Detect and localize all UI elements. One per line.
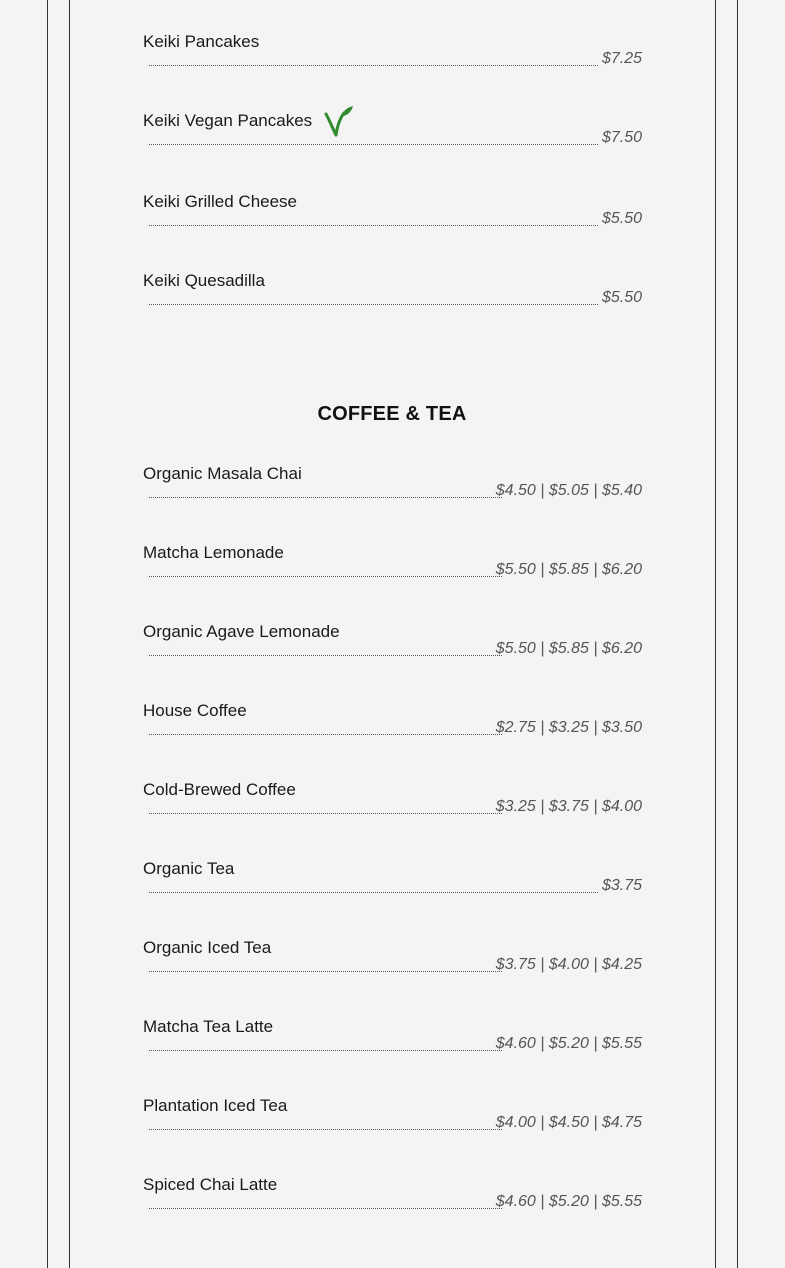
item-name: House Coffee: [143, 701, 247, 720]
dot-leader: [149, 304, 598, 305]
item-price: $2.75 | $3.25 | $3.50: [495, 719, 642, 736]
menu-item-keiki-quesadilla: [143, 271, 642, 331]
vegan-leaf-icon: [323, 105, 355, 139]
menu-item-organic-masala-chai: [143, 464, 642, 524]
item-name: Plantation Iced Tea: [143, 1096, 288, 1115]
dot-leader: [149, 1129, 502, 1130]
item-price: $7.50: [601, 129, 642, 146]
item-name: Organic Agave Lemonade: [143, 622, 340, 641]
menu-item-matcha-lemonade: [143, 543, 642, 603]
item-name: Organic Tea: [143, 859, 235, 878]
menu-item-cold-brewed-coffee: [143, 780, 642, 840]
section-title-coffee-tea: COFFEE & TEA: [317, 403, 467, 425]
dot-leader: [149, 1208, 502, 1209]
dot-leader: [149, 497, 502, 498]
dot-leader: [149, 576, 502, 577]
dot-leader: [149, 655, 502, 656]
dot-leader: [149, 144, 598, 145]
item-price: $7.25: [601, 50, 642, 67]
menu-item-plantation-iced-tea: [143, 1096, 642, 1156]
item-price: $4.00 | $4.50 | $4.75: [495, 1114, 642, 1131]
item-price: $5.50: [601, 210, 642, 227]
dot-leader: [149, 971, 502, 972]
item-name: Organic Iced Tea: [143, 938, 272, 957]
item-price: $3.25 | $3.75 | $4.00: [495, 798, 642, 815]
dot-leader: [149, 813, 502, 814]
item-price: $4.60 | $5.20 | $5.55: [495, 1193, 642, 1210]
dot-leader: [149, 1050, 502, 1051]
item-name: Keiki Pancakes: [143, 32, 260, 51]
item-price: $4.60 | $5.20 | $5.55: [495, 1035, 642, 1052]
menu-item-keiki-pancakes: [143, 32, 642, 92]
item-name: Keiki Quesadilla: [143, 271, 265, 290]
item-name: Organic Masala Chai: [143, 464, 302, 483]
dot-leader: [149, 734, 502, 735]
item-price: $3.75 | $4.00 | $4.25: [495, 956, 642, 973]
item-price: $5.50 | $5.85 | $6.20: [495, 640, 642, 657]
menu-item-spiced-chai-latte: [143, 1175, 642, 1235]
item-name: Matcha Lemonade: [143, 543, 284, 562]
item-price: $4.50 | $5.05 | $5.40: [495, 482, 642, 499]
menu-item-organic-agave-lemonade: [143, 622, 642, 682]
item-name: Keiki Grilled Cheese: [143, 192, 298, 211]
menu-item-organic-iced-tea: [143, 938, 642, 998]
item-price: $3.75: [601, 877, 642, 894]
menu-item-house-coffee: [143, 701, 642, 761]
item-name: Spiced Chai Latte: [143, 1175, 278, 1194]
item-price: $5.50 | $5.85 | $6.20: [495, 561, 642, 578]
item-name: Matcha Tea Latte: [143, 1017, 274, 1036]
dot-leader: [149, 65, 598, 66]
dot-leader: [149, 892, 598, 893]
menu-item-matcha-tea-latte: [143, 1017, 642, 1077]
item-name: Cold-Brewed Coffee: [143, 780, 296, 799]
dot-leader: [149, 225, 598, 226]
menu-item-keiki-vegan-pancakes: [143, 111, 642, 171]
menu-item-keiki-grilled-cheese: [143, 192, 642, 252]
menu-item-organic-tea: [143, 859, 642, 919]
item-name: Keiki Vegan Pancakes: [143, 111, 313, 130]
item-price: $5.50: [601, 289, 642, 306]
